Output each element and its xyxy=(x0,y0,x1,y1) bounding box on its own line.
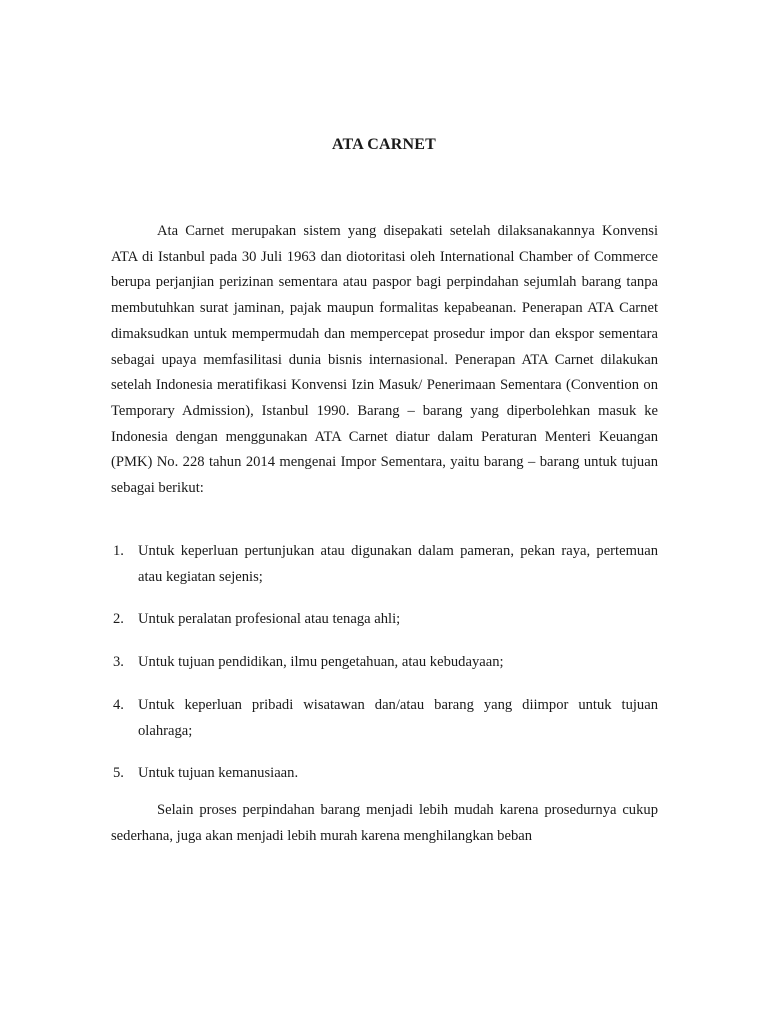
closing-paragraph: Selain proses perpindahan barang menjadi lebih mudah karena prosedurnya cukup sederhana, juga akan menjadi lebih murah karena menghilangkan beban xyxy=(111,802,658,844)
list-item-number: 5. xyxy=(113,765,124,782)
list-item xyxy=(111,761,658,787)
list-item-number: 3. xyxy=(113,654,124,671)
list-item-number: 1. xyxy=(113,543,124,559)
list-item xyxy=(111,693,658,744)
list-item-text: Untuk keperluan pribadi wisatawan dan/atau barang yang diimpor untuk tujuan olahraga; xyxy=(138,696,658,739)
list-item-text: Untuk peralatan profesional atau tenaga ahli; xyxy=(138,611,401,628)
list-item xyxy=(111,607,658,633)
intro-paragraph: Ata Carnet merupakan sistem yang disepakati setelah dilaksanakannya Konvensi ATA di Istanbul pada 30 Juli 1963 dan diotoritasi oleh International Chamber of Commerce berupa perjanjian perizinan sementara atau paspor bagi perpindahan sejumlah barang tanpa membutuhkan surat jaminan, pajak maupun formalitas kepabeanan. Penerapan ATA Carnet dimaksudkan untuk mempermudah dan mempercepat prosedur impor dan ekspor sementara sebagai upaya memfasilitasi dunia bisnis internasional. Penerapan ATA Carnet dilakukan setelah Indonesia meratifikasi Konvensi Izin Masuk/ Penerimaan Sementara (Convention on Temporary Admission), Istanbul 1990. Barang – barang yang diperbolehkan masuk ke Indonesia dengan menggunakan ATA Carnet diatur dalam Peraturan Menteri Keuangan (PMK) No. 228 tahun 2014 mengenai Impor Sementara, yaitu barang – barang untuk tujuan sebagai berikut: xyxy=(111,223,658,497)
list-item-text: Untuk keperluan pertunjukan atau digunakan dalam pameran, pekan raya, pertemuan atau kegiatan sejenis; xyxy=(138,543,658,585)
page-title: ATA CARNET xyxy=(331,136,437,153)
list-item xyxy=(111,539,658,590)
list-item-text: Untuk tujuan pendidikan, ilmu pengetahuan, atau kebudayaan; xyxy=(138,654,504,671)
list-item-text: Untuk tujuan kemanusiaan. xyxy=(138,765,299,782)
list-item xyxy=(111,650,658,676)
list-item-number: 4. xyxy=(113,696,124,713)
list-item-number: 2. xyxy=(113,611,124,628)
goods-purpose-list xyxy=(111,539,658,804)
